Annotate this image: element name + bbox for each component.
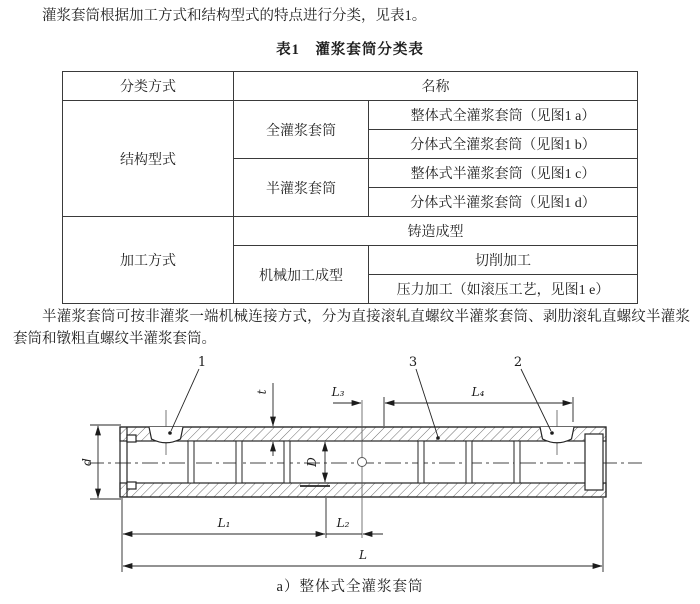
dim-wall-thickness bbox=[255, 383, 273, 456]
table-row bbox=[63, 101, 638, 130]
table-row bbox=[63, 217, 638, 246]
note-paragraph: 半灌浆套筒可按非灌浆一端机械连接方式，分为直接滚轧直螺纹半灌浆套筒、剥肋滚轧直螺纹半灌浆套筒和镦粗直螺纹半灌浆套筒。 bbox=[13, 309, 690, 347]
seal-ring bbox=[585, 434, 603, 490]
figure-drawing bbox=[0, 352, 700, 576]
svg-text:t: t bbox=[255, 389, 269, 395]
rib bbox=[418, 441, 424, 483]
dim-outer-diameter bbox=[80, 425, 121, 499]
cell-process-type: 加工方式 bbox=[63, 217, 234, 304]
part-label-1 bbox=[171, 355, 206, 431]
hatch-top-wall bbox=[120, 427, 606, 441]
svg-text:3: 3 bbox=[408, 355, 418, 370]
cell-casting: 铸造成型 bbox=[234, 217, 638, 246]
rib bbox=[236, 441, 242, 483]
figure-caption: a）整体式全灌浆套筒 bbox=[276, 579, 424, 595]
dim-inner-diameter bbox=[300, 442, 330, 486]
cell-full-sleeve: 全灌浆套筒 bbox=[234, 101, 369, 159]
hatch-bottom-wall bbox=[120, 483, 606, 497]
leader-dot bbox=[436, 436, 440, 440]
cell-full-item-a: 整体式全灌浆套筒（见图1 a） bbox=[369, 101, 638, 130]
svg-text:L: L bbox=[359, 548, 367, 562]
intro-paragraph: 灌浆套筒根据加工方式和结构型式的特点进行分类，见表1。 bbox=[42, 8, 427, 24]
left-seal-groove-top bbox=[127, 435, 136, 442]
cell-machining-cut: 切削加工 bbox=[369, 246, 638, 275]
cell-structure-type: 结构型式 bbox=[63, 101, 234, 217]
svg-text:1: 1 bbox=[197, 355, 207, 370]
table-title: 表1 灌浆套筒分类表 bbox=[276, 42, 424, 58]
rib bbox=[466, 441, 472, 483]
cell-half-item-d: 分体式半灌浆套筒（见图1 d） bbox=[369, 188, 638, 217]
cell-full-item-b: 分体式全灌浆套筒（见图1 b） bbox=[369, 130, 638, 159]
svg-text:L₃: L₃ bbox=[331, 385, 345, 399]
svg-text:2: 2 bbox=[513, 355, 523, 370]
ribs-group bbox=[188, 434, 603, 490]
classification-table bbox=[62, 71, 638, 304]
rib bbox=[284, 441, 290, 483]
header-classification: 分类方式 bbox=[63, 72, 234, 101]
left-seal-groove-bottom bbox=[127, 482, 136, 489]
svg-text:D: D bbox=[305, 457, 319, 467]
table-row bbox=[63, 72, 638, 101]
svg-text:d: d bbox=[80, 458, 94, 466]
svg-text:L₂: L₂ bbox=[336, 516, 350, 530]
rib bbox=[188, 441, 194, 483]
rib bbox=[514, 441, 520, 483]
cell-machining-press: 压力加工（如滚压工艺，见图1 e） bbox=[369, 275, 638, 304]
header-name: 名称 bbox=[234, 72, 638, 101]
grout-port-outlet bbox=[540, 410, 574, 455]
svg-text:L₄: L₄ bbox=[471, 385, 485, 399]
cell-machining: 机械加工成型 bbox=[234, 246, 369, 304]
cell-half-item-c: 整体式半灌浆套筒（见图1 c） bbox=[369, 159, 638, 188]
dim-bottom-group bbox=[122, 498, 603, 572]
dim-l3-l4 bbox=[331, 385, 573, 426]
part-label-2 bbox=[514, 355, 551, 431]
center-mark bbox=[358, 400, 367, 538]
cell-half-sleeve: 半灌浆套筒 bbox=[234, 159, 369, 217]
leader-dot bbox=[168, 431, 172, 435]
leader-dot bbox=[550, 431, 554, 435]
svg-text:L₁: L₁ bbox=[217, 516, 231, 530]
